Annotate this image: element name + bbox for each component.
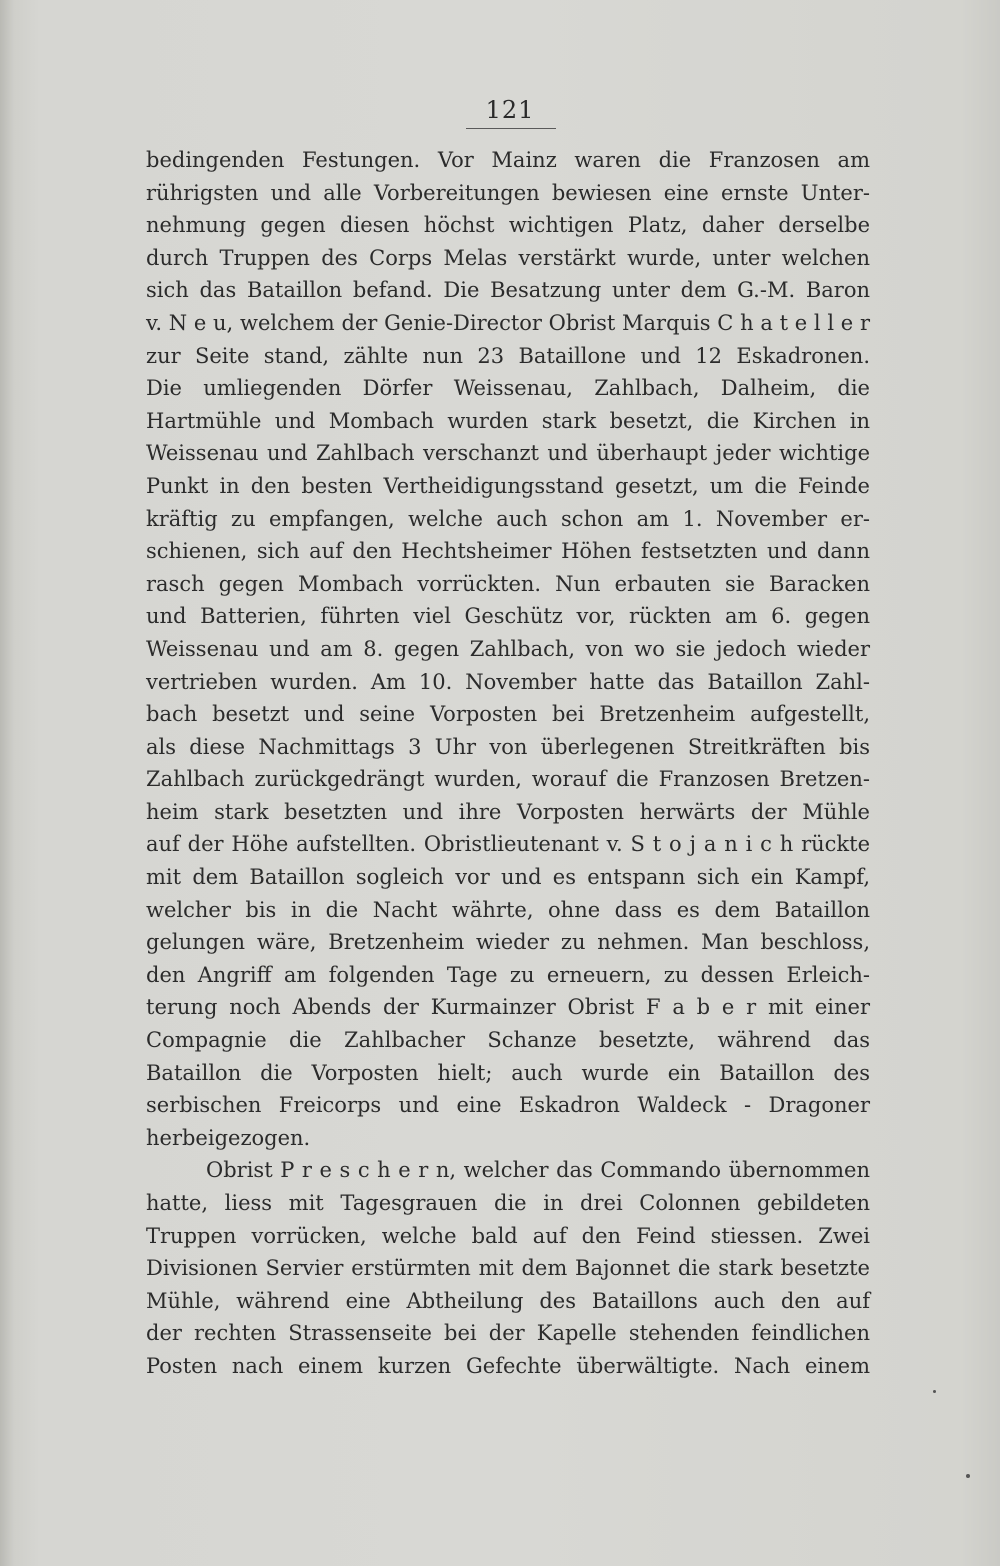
text-line: v. N e u, welchem der Genie-Director Obrist Marquis C h a t e l l e r <box>146 310 870 335</box>
paper-speck <box>933 1390 936 1393</box>
text-line: Divisionen Servier erstürmten mit dem Bajonnet die stark besetzte <box>146 1256 870 1281</box>
text-line: der rechten Strassenseite bei der Kapelle stehenden feindlichen <box>146 1321 870 1346</box>
text-line: Obrist P r e s c h e r n, welcher das Commando übernommen <box>206 1158 870 1183</box>
text-line: nehmung gegen diesen höchst wichtigen Platz, daher derselbe <box>146 213 870 238</box>
text-line: Bataillon die Vorposten hielt; auch wurde ein Bataillon des <box>146 1060 870 1085</box>
text-line: Zahlbach zurückgedrängt wurden, worauf die Franzosen Bretzen- <box>146 767 870 792</box>
text-line: schienen, sich auf den Hechtsheimer Höhen festsetzten und dann <box>146 539 870 564</box>
text-line: Punkt in den besten Vertheidigungsstand gesetzt, um die Feinde <box>146 473 870 498</box>
text-line: rührigsten und alle Vorbereitungen bewiesen eine ernste Unter- <box>146 180 870 205</box>
text-line: bach besetzt und seine Vorposten bei Bretzenheim aufgestellt, <box>146 702 870 727</box>
paragraph-1 <box>146 144 870 1154</box>
text-line: bedingenden Festungen. Vor Mainz waren die Franzosen am <box>146 148 870 172</box>
text-line: serbischen Freicorps und eine Eskadron Waldeck - Dragoner <box>146 1093 870 1118</box>
text-line: den Angriff am folgenden Tage zu erneuern, zu dessen Erleich- <box>146 962 870 987</box>
text-line: rasch gegen Mombach vorrückten. Nun erbauten sie Baracken <box>146 571 870 596</box>
text-line: Weissenau und Zahlbach verschanzt und überhaupt jeder wichtige <box>146 441 870 466</box>
text-line: Weissenau und am 8. gegen Zahlbach, von wo sie jedoch wieder <box>146 636 870 661</box>
text-line: sich das Bataillon befand. Die Besatzung unter dem G.-M. Baron <box>146 278 870 303</box>
text-line: auf der Höhe aufstellten. Obristlieutenant v. S t o j a n i c h rückte <box>146 832 870 857</box>
text-line: Compagnie die Zahlbacher Schanze besetzte, während das <box>146 1028 870 1053</box>
text-line: als diese Nachmittags 3 Uhr von überlegenen Streitkräften bis <box>146 734 870 759</box>
text-line: mit dem Bataillon sogleich vor und es entspann sich ein Kampf, <box>146 865 870 890</box>
paragraph-2 <box>146 1154 870 1382</box>
body-text <box>146 144 870 1383</box>
text-line: zur Seite stand, zählte nun 23 Bataillone und 12 Eskadronen. <box>146 343 870 368</box>
text-line: durch Truppen des Corps Melas verstärkt wurde, unter welchen <box>146 245 870 270</box>
text-line: Mühle, während eine Abtheilung des Bataillons auch den auf <box>146 1288 870 1313</box>
text-line: kräftig zu empfangen, welche auch schon am 1. November er- <box>146 506 870 531</box>
text-line: heim stark besetzten und ihre Vorposten herwärts der Mühle <box>146 799 870 824</box>
text-line: Die umliegenden Dörfer Weissenau, Zahlbach, Dalheim, die <box>146 376 870 401</box>
paper-speck <box>966 1474 970 1478</box>
text-line: Posten nach einem kurzen Gefechte überwältigte. Nach einem <box>146 1353 870 1378</box>
header-rule <box>466 128 556 129</box>
page-number: 121 <box>485 96 535 124</box>
text-line: Hartmühle und Mombach wurden stark besetzt, die Kirchen in <box>146 408 870 433</box>
text-line: Truppen vorrücken, welche bald auf den Feind stiessen. Zwei <box>146 1223 870 1248</box>
text-line: herbeigezogen. <box>146 1125 311 1150</box>
text-line: und Batterien, führten viel Geschütz vor, rückten am 6. gegen <box>146 604 870 629</box>
text-line: hatte, liess mit Tagesgrauen die in drei Colonnen gebildeten <box>146 1191 870 1215</box>
text-line: gelungen wäre, Bretzenheim wieder zu nehmen. Man beschloss, <box>146 930 870 955</box>
text-line: vertrieben wurden. Am 10. November hatte das Bataillon Zahl- <box>146 669 870 694</box>
text-line: welcher bis in die Nacht währte, ohne dass es dem Bataillon <box>146 897 870 922</box>
text-line: terung noch Abends der Kurmainzer Obrist F a b e r mit einer <box>146 995 870 1020</box>
